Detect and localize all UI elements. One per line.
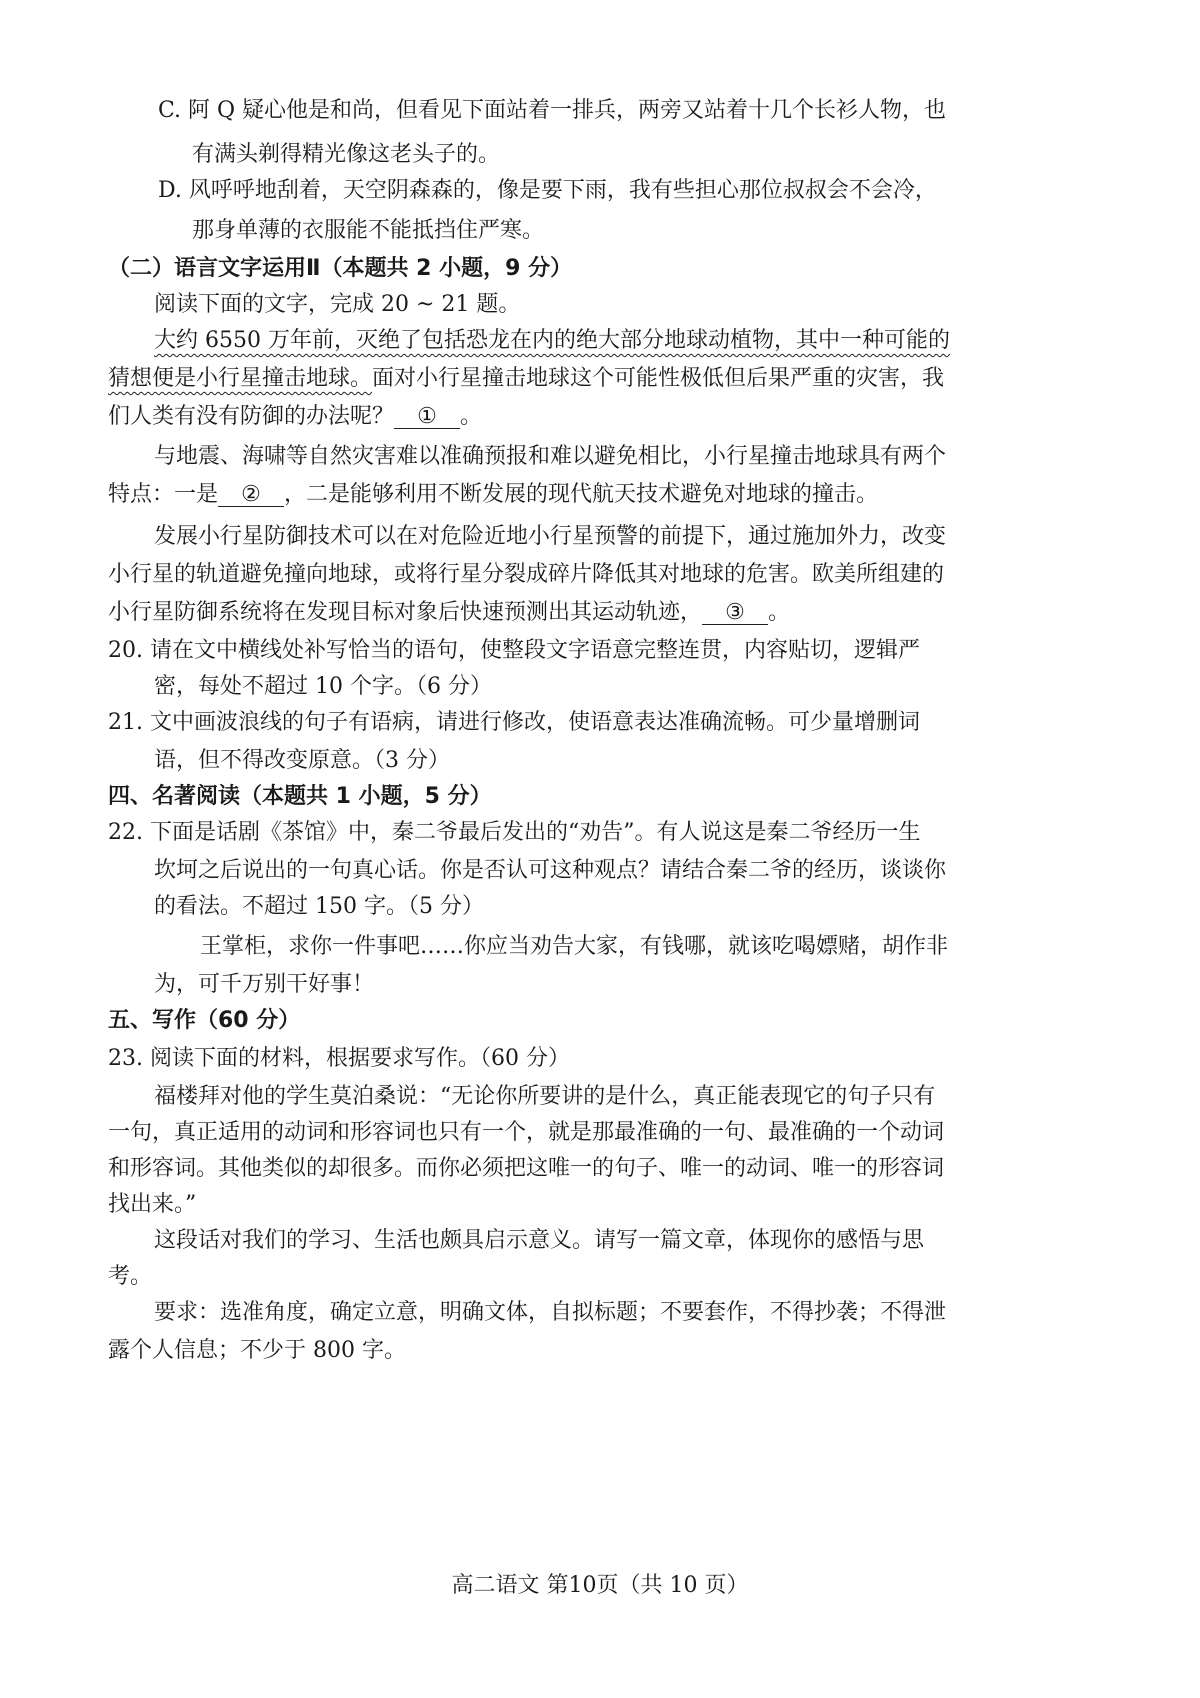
task-line-1: 这段话对我们的学习、生活也颇具启示意义。请写一篇文章，体现你的感悟与思	[154, 1228, 925, 1253]
quote-line-1: 王掌柜，求你一件事吧……你应当劝告大家，有钱哪，就该吃喝嫖赌，胡作非	[200, 934, 949, 959]
material-line-4: 找出来。”	[108, 1192, 197, 1217]
option-c-line-1: C. 阿 Q 疑心他是和尚，但看见下面站着一排兵，两旁又站着十几个长衫人物，也	[158, 98, 947, 123]
material-line-3: 和形容词。其他类似的却很多。而你必须把这唯一的句子、唯一的动词、唯一的形容词	[108, 1156, 945, 1181]
passage-p2-line-2-text: 特点：一是	[108, 482, 219, 507]
blank-1: ①	[394, 406, 460, 429]
task-line-2: 考。	[108, 1264, 153, 1289]
question-22-line-1: 22. 下面是话剧《茶馆》中，秦二爷最后发出的“劝告”。有人说这是秦二爷经历一生	[108, 820, 921, 845]
passage-p3-line-3	[108, 602, 790, 625]
option-c-line-2: 有满头剃得精光像这老头子的。	[192, 142, 501, 167]
passage-p2-line-2	[108, 484, 878, 507]
section-2-intro: 阅读下面的文字，完成 20 ~ 21 题。	[154, 292, 521, 317]
passage-p2-line-1: 与地震、海啸等自然灾害难以准确预报和难以避免相比，小行星撞击地球具有两个	[154, 444, 947, 469]
page-footer: 高二语文 第10页（共 10 页）	[451, 1573, 749, 1598]
question-20-line-1: 20. 请在文中横线处补写恰当的语句，使整段文字语意完整连贯，内容贴切，逻辑严	[108, 638, 920, 663]
section-4-heading: 四、名著阅读（本题共 1 小题，5 分）	[108, 784, 492, 809]
question-22-line-2: 坎坷之后说出的一句真心话。你是否认可这种观点？请结合秦二爷的经历，谈谈你	[154, 858, 947, 883]
question-23: 23. 阅读下面的材料，根据要求写作。（60 分）	[108, 1046, 570, 1071]
quote-line-2: 为，可千万别干好事！	[154, 972, 375, 997]
passage-p1-line-3-text: 们人类有没有防御的办法呢？	[108, 404, 395, 429]
requirements-line-1: 要求：选准角度，确定立意，明确文体，自拟标题；不要套作，不得抄袭；不得泄	[154, 1300, 947, 1325]
passage-p3-line-1: 发展小行星防御技术可以在对危险近地小行星预警的前提下，通过施加外力，改变	[154, 524, 947, 549]
passage-p2-line-2-end: ，二是能够利用不断发展的现代航天技术避免对地球的撞击。	[284, 482, 879, 507]
question-21-line-1: 21. 文中画波浪线的句子有语病，请进行修改，使语意表达准确流畅。可少量增删词	[108, 710, 920, 735]
passage-p1-line-3-end: 。	[460, 404, 483, 429]
wavy-sentence-part-1: 大约 6550 万年前，灭绝了包括恐龙在内的绝大部分地球动植物，其中一种可能的	[154, 328, 950, 353]
question-22-line-3: 的看法。不超过 150 字。（5 分）	[154, 894, 484, 919]
option-d-line-1: D. 风呼呼地刮着，天空阴森森的，像是要下雨，我有些担心那位叔叔会不会冷，	[158, 178, 937, 203]
question-20-line-2: 密，每处不超过 10 个字。（6 分）	[154, 674, 492, 699]
question-21-line-2: 语，但不得改变原意。（3 分）	[154, 748, 450, 773]
passage-p3-line-3-end: 。	[768, 600, 791, 625]
passage-p1-line-2-rest: 面对小行星撞击地球这个可能性极低但后果严重的灾害，我	[372, 366, 945, 391]
passage-p3-line-3-text: 小行星防御系统将在发现目标对象后快速预测出其运动轨迹，	[108, 600, 703, 625]
passage-p1-line-1	[154, 330, 950, 352]
passage-p1-line-3	[108, 406, 482, 429]
blank-3: ③	[702, 602, 768, 625]
passage-p3-line-2: 小行星的轨道避免撞向地球，或将行星分裂成碎片降低其对地球的危害。欧美所组建的	[108, 562, 945, 587]
wavy-sentence-part-2: 猜想便是小行星撞击地球。	[108, 366, 373, 391]
section-5-heading: 五、写作（60 分）	[108, 1008, 301, 1033]
blank-2: ②	[218, 484, 284, 507]
requirements-line-2: 露个人信息；不少于 800 字。	[108, 1338, 406, 1363]
section-2-heading: （二）语言文字运用Ⅱ（本题共 2 小题，9 分）	[108, 256, 573, 281]
material-line-1: 福楼拜对他的学生莫泊桑说：“无论你所要讲的是什么，真正能表现它的句子只有	[154, 1084, 936, 1109]
option-d-line-2: 那身单薄的衣服能不能抵挡住严寒。	[192, 218, 545, 243]
passage-p1-line-2	[108, 368, 944, 390]
material-line-2: 一句，真正适用的动词和形容词也只有一个，就是那最准确的一句、最准确的一个动词	[108, 1120, 945, 1145]
